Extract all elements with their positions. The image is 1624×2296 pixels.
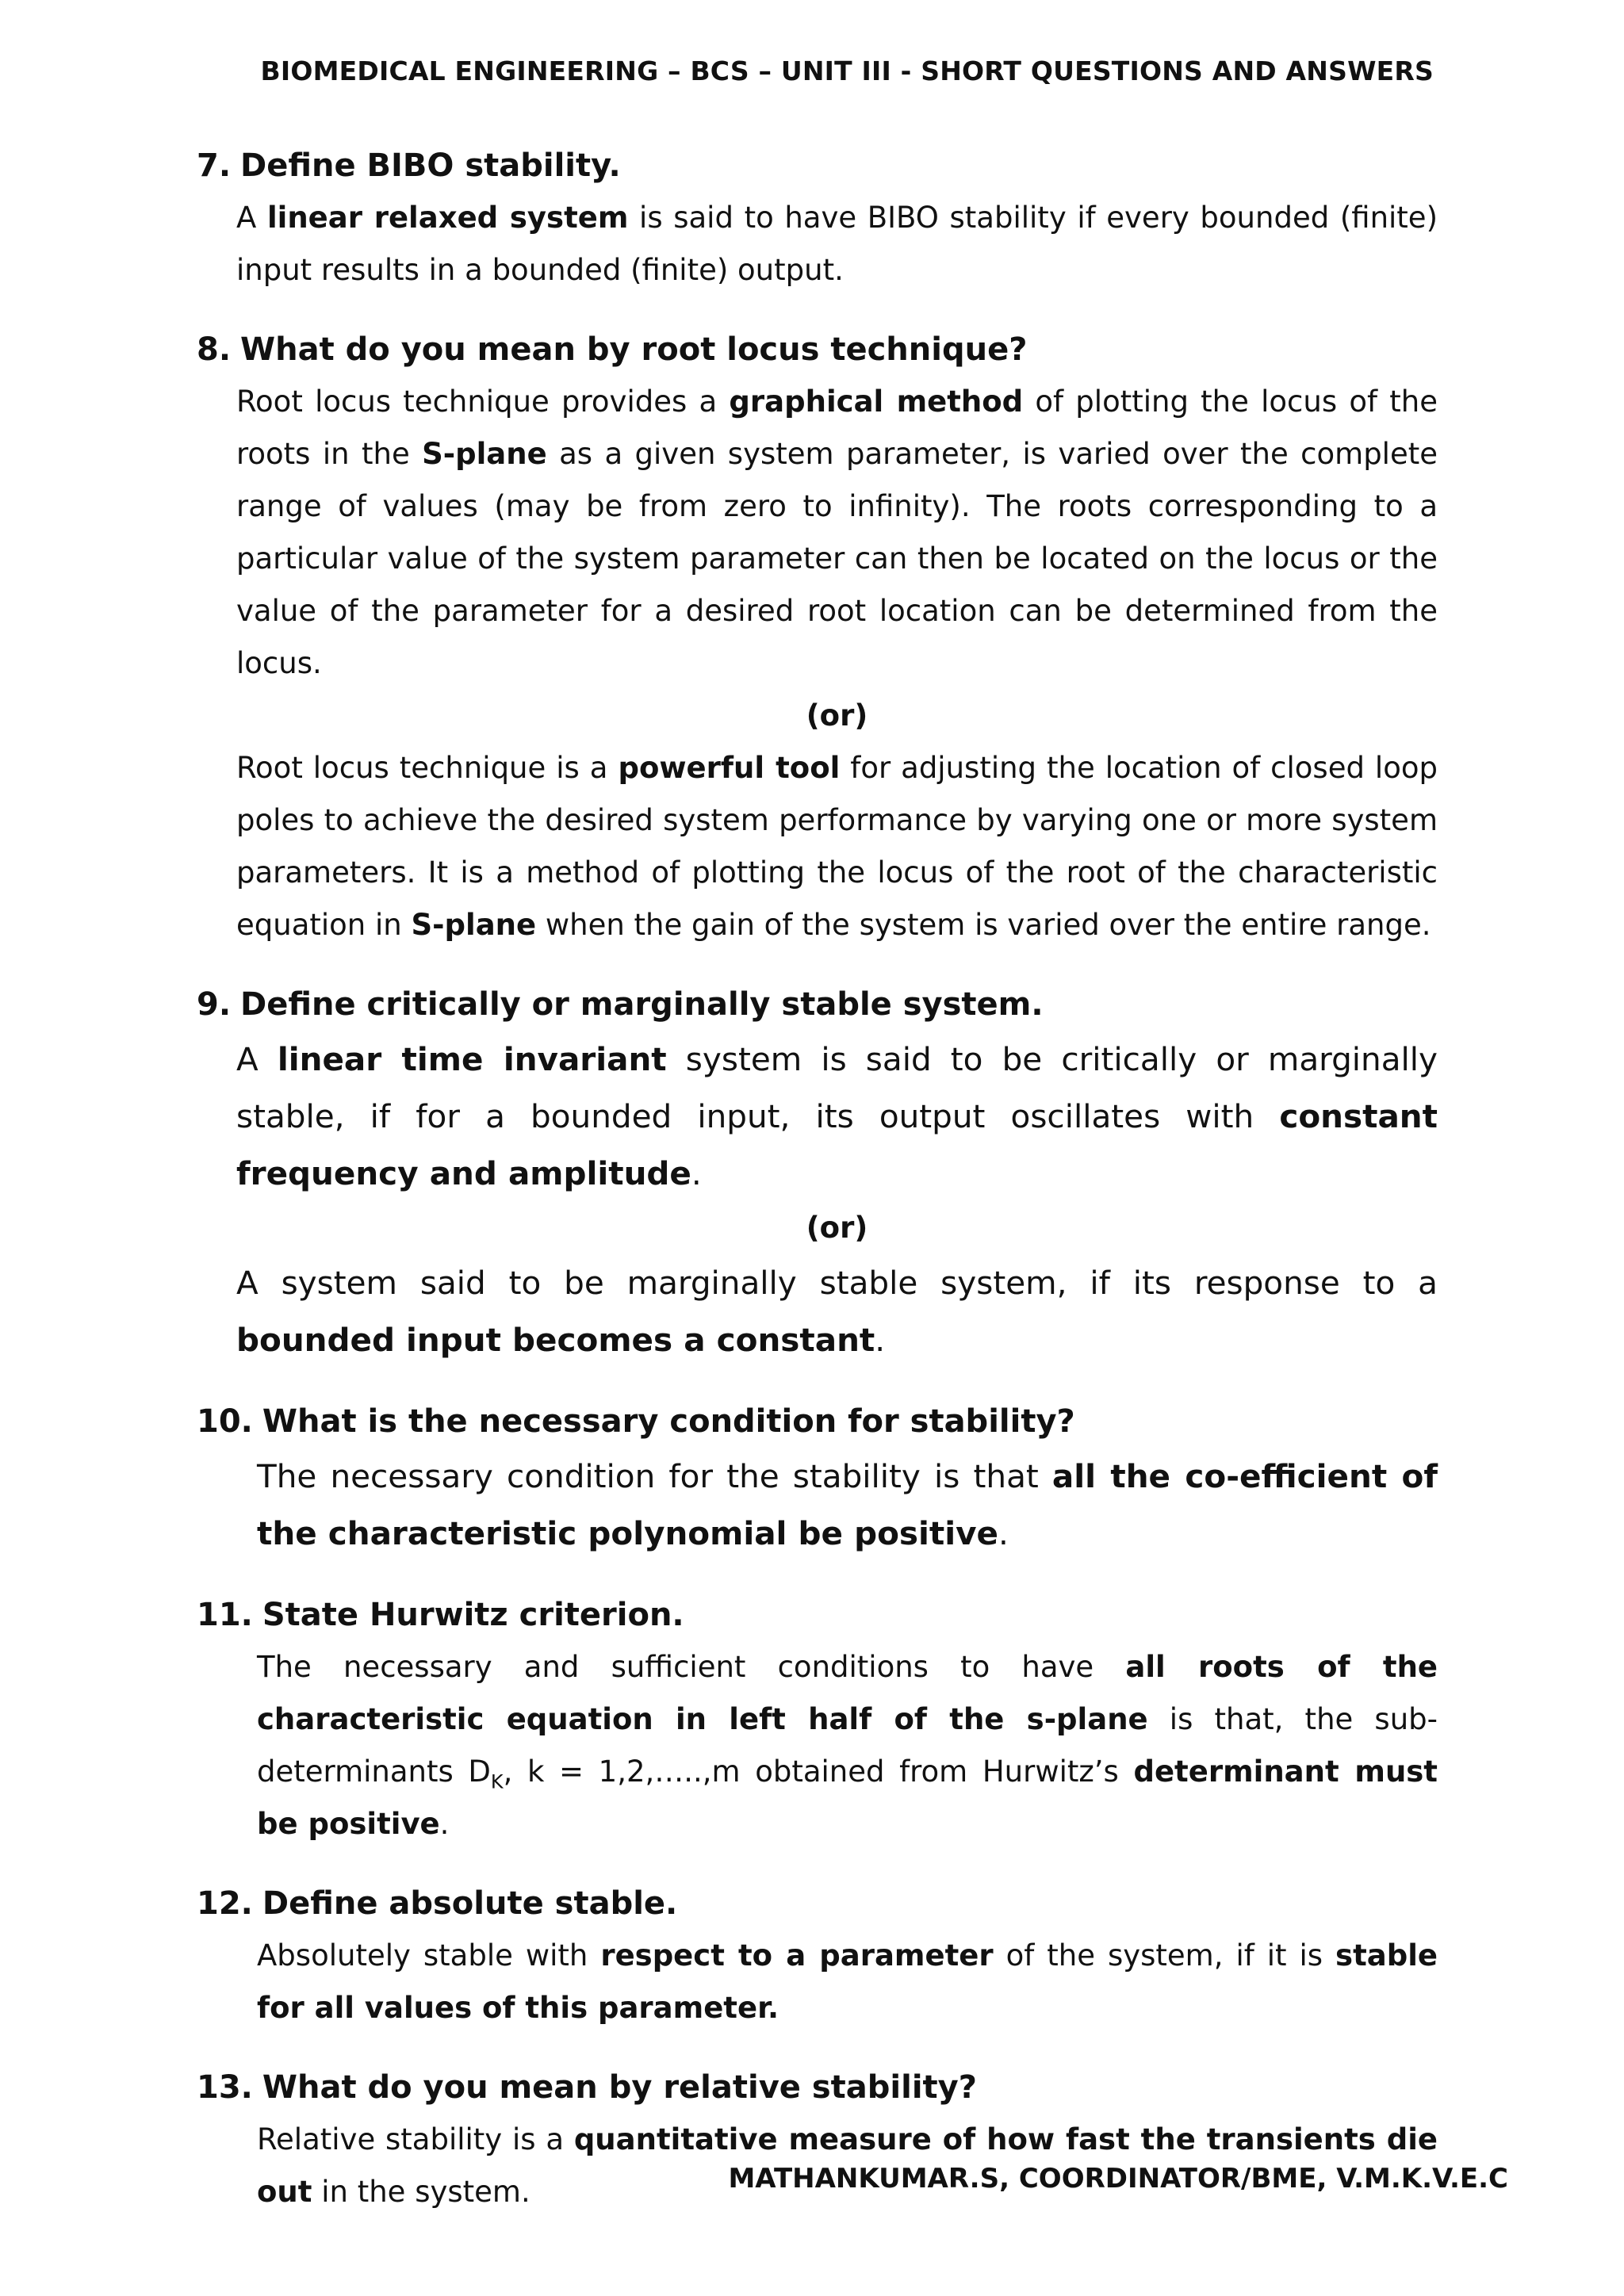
question-9 xyxy=(197,978,1438,1368)
question-number: 8. xyxy=(197,331,232,368)
question-text: What do you mean by relative stability? xyxy=(262,2069,977,2106)
question-title xyxy=(197,140,1438,192)
answer-text: of plotting the locus of the roots in the xyxy=(236,385,1438,471)
answer-text: A xyxy=(236,201,267,235)
answer-emphasis: linear time invariant xyxy=(277,1040,667,1078)
answer-emphasis: constant frequency and amplitude xyxy=(236,1097,1438,1192)
question-text: What do you mean by root locus technique? xyxy=(240,331,1028,368)
question-text: Define BIBO stability. xyxy=(240,147,621,184)
question-title xyxy=(197,2061,1438,2114)
question-text: Define critically or marginally stable system. xyxy=(240,986,1044,1023)
answer-emphasis: respect to a parameter xyxy=(600,1938,994,1973)
answer xyxy=(197,1448,1438,1562)
page-header: BIOMEDICAL ENGINEERING – BCS – UNIT III - SHORT QUESTIONS AND ANSWERS xyxy=(260,55,1434,86)
or-separator: (or) xyxy=(806,698,868,733)
answer-text: when the gain of the system is varied over the entire range. xyxy=(536,908,1431,942)
question-7 xyxy=(197,140,1438,297)
answer-text: . xyxy=(691,1154,702,1192)
answer xyxy=(197,1930,1438,2034)
answer-emphasis: powerful tool xyxy=(618,751,841,785)
answer-emphasis: all the co-efficient of the characteristic polynomial be positive xyxy=(257,1457,1438,1552)
answer-text: A system said to be marginally stable system, if its response to a xyxy=(236,1264,1438,1302)
answer-emphasis: graphical method xyxy=(729,385,1024,419)
question-title xyxy=(197,1395,1438,1448)
page-footer: MATHANKUMAR.S, COORDINATOR/BME, V.M.K.V.E.C xyxy=(728,2163,1508,2195)
answer-emphasis: determinant must be positive xyxy=(257,1755,1438,1841)
answer-emphasis: stable for all values of this parameter. xyxy=(257,1938,1438,2025)
question-title xyxy=(197,1877,1438,1930)
answer-text: Relative stability is a xyxy=(257,2122,574,2156)
answer-text: Absolutely stable with xyxy=(257,1938,601,1973)
answer-text: for adjusting the location of closed loop poles to achieve the desired system performance by varying one or more system parameters. It is a method of plotting the locus of the root of the characteristic equation in xyxy=(236,751,1438,942)
answer-emphasis: quantitative measure of how fast the transients die out xyxy=(257,2122,1438,2209)
question-10 xyxy=(197,1395,1438,1562)
answer-text: . xyxy=(439,1807,450,1841)
answer-emphasis: S-plane xyxy=(422,437,547,471)
answer-text: of the system, if it is xyxy=(993,1938,1336,1973)
question-8 xyxy=(197,323,1438,951)
answer-alternate xyxy=(197,1254,1438,1368)
answer-emphasis: all roots of the characteristic equation in left half of the s-plane xyxy=(257,1650,1438,1736)
question-title xyxy=(197,323,1438,376)
answer-alternate xyxy=(197,742,1438,951)
question-11 xyxy=(197,1589,1438,1850)
answer xyxy=(197,1641,1438,1850)
answer-text: is said to have BIBO stability if every bounded (finite) input results in a bounded (finite) output. xyxy=(236,201,1438,287)
answer-text: The necessary and sufficient conditions to have xyxy=(257,1650,1126,1684)
question-text: What is the necessary condition for stability? xyxy=(262,1403,1075,1440)
answer-text: . xyxy=(875,1321,886,1359)
answer-text: A xyxy=(236,1040,278,1078)
answer-text: , k = 1,2,…..,m obtained from Hurwitz’s xyxy=(503,1755,1134,1789)
answer xyxy=(197,376,1438,690)
question-title xyxy=(197,1589,1438,1641)
answer-emphasis: linear relaxed system xyxy=(266,201,629,235)
question-number: 7. xyxy=(197,147,232,184)
subscript: K xyxy=(490,1770,504,1793)
question-13 xyxy=(197,2061,1438,2218)
or-separator: (or) xyxy=(806,1211,868,1245)
question-text: State Hurwitz criterion. xyxy=(262,1597,684,1633)
answer-text: is that, the sub-determinants D xyxy=(257,1702,1438,1789)
answer-emphasis: bounded input becomes a constant xyxy=(236,1321,875,1359)
answer-text: in the system. xyxy=(312,2175,530,2209)
question-number: 12. xyxy=(197,1885,253,1922)
answer xyxy=(197,1031,1438,1202)
answer-emphasis: S-plane xyxy=(411,908,537,942)
question-number: 10. xyxy=(197,1403,253,1440)
question-number: 13. xyxy=(197,2069,253,2106)
answer-text: . xyxy=(998,1514,1009,1552)
question-number: 11. xyxy=(197,1597,253,1633)
qa-content xyxy=(197,140,1438,2245)
question-number: 9. xyxy=(197,986,232,1023)
answer-text: The necessary condition for the stability is that xyxy=(257,1457,1052,1495)
answer-text: Root locus technique provides a xyxy=(236,385,730,419)
question-12 xyxy=(197,1877,1438,2034)
answer-text: system is said to be critically or marginally stable, if for a bounded input, its output oscillates with xyxy=(236,1040,1438,1135)
answer-text: Root locus technique is a xyxy=(236,751,619,785)
answer-text: as a given system parameter, is varied over the complete range of values (may be from zero to infinity). The roots corresponding to a particular value of the system parameter can then be located on the locus or the value of the parameter for a desired root location can be determined from the locus. xyxy=(236,437,1438,680)
question-text: Define absolute stable. xyxy=(262,1885,678,1922)
question-title xyxy=(197,978,1438,1031)
answer xyxy=(197,192,1438,297)
